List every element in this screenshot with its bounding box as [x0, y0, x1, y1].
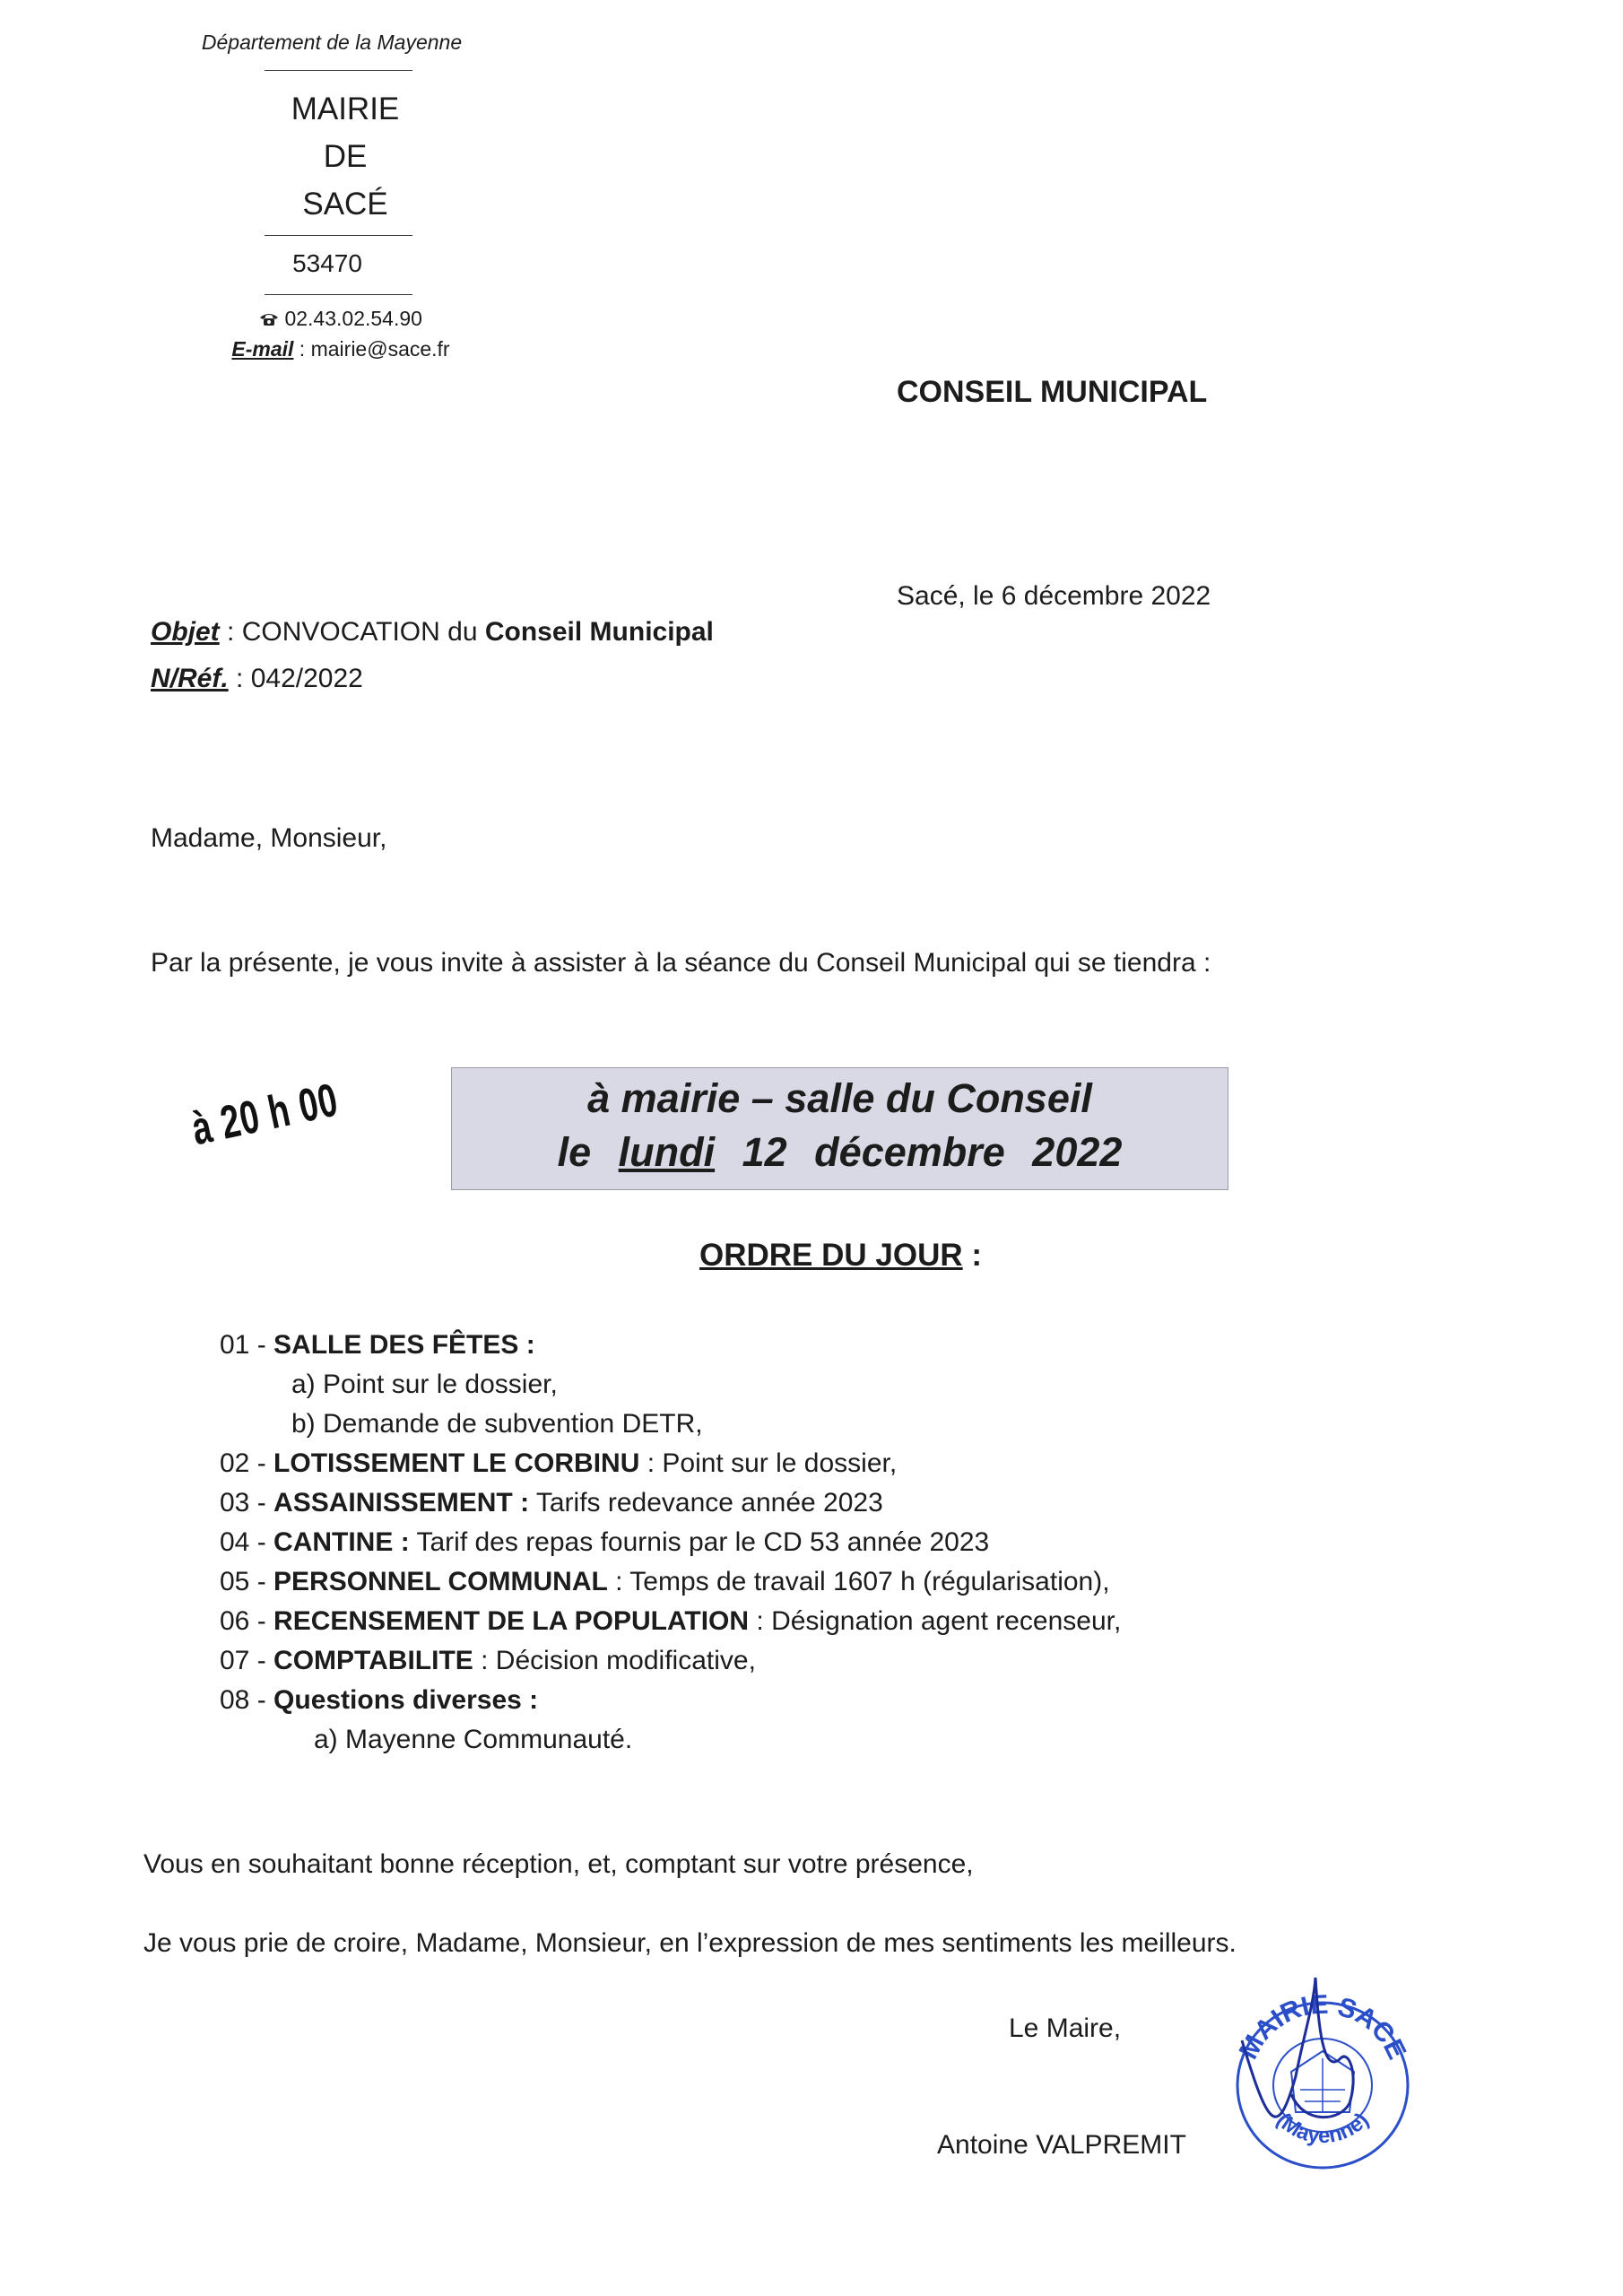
meeting-date	[452, 1129, 1228, 1176]
department-label: Département de la Mayenne	[201, 30, 463, 54]
agenda-title-suffix: :	[962, 1238, 983, 1273]
meeting-date-prefix: le	[557, 1129, 592, 1175]
agenda-item-text: : Décision modificative,	[473, 1646, 756, 1675]
intro-paragraph: Par la présente, je vous invite à assister à la séance du Conseil Municipal qui se tiendra :	[151, 948, 1211, 978]
meeting-date-day: lundi	[618, 1129, 716, 1175]
agenda-item	[220, 1326, 1121, 1365]
objet-text: CONVOCATION du	[241, 617, 485, 647]
agenda-item-number: 08 -	[220, 1685, 274, 1715]
agenda-item-text: Tarif des repas fournis par le CD 53 année 2023	[409, 1527, 990, 1557]
phone-number: 02.43.02.54.90	[284, 307, 422, 330]
mairie-line-2: DE	[323, 139, 368, 174]
mairie-line-3: SACÉ	[302, 187, 388, 222]
objet-label: Objet	[151, 617, 220, 647]
meeting-time-stamp: à 20 h 00	[187, 1074, 343, 1156]
agenda-item	[220, 1444, 1121, 1483]
agenda-subitem: b) Demande de subvention DETR,	[291, 1409, 703, 1439]
date-place: Sacé, le 6 décembre 2022	[897, 581, 1211, 611]
mairie-line-1: MAIRIE	[291, 91, 400, 126]
objet-bold: Conseil Municipal	[484, 617, 714, 647]
agenda-item-title: LOTISSEMENT LE CORBINU	[273, 1448, 640, 1478]
email-separator: :	[293, 337, 311, 361]
meeting-place: à mairie – salle du Conseil	[587, 1075, 1092, 1121]
agenda-item-number: 07 -	[220, 1646, 274, 1675]
agenda-item-number: 06 -	[220, 1606, 274, 1636]
divider	[265, 294, 412, 295]
meeting-box	[451, 1067, 1228, 1190]
agenda-title	[699, 1238, 982, 1274]
agenda-subitem: a) Point sur le dossier,	[291, 1370, 558, 1399]
greeting: Madame, Monsieur,	[151, 823, 387, 853]
agenda-item	[220, 1641, 1121, 1681]
phone-line	[233, 307, 448, 331]
agenda-item-text: Tarifs redevance année 2023	[529, 1488, 883, 1518]
agenda-item	[220, 1483, 1121, 1523]
agenda-item-text: : Point sur le dossier,	[639, 1448, 898, 1478]
signer-name: Antoine VALPREMIT	[937, 2130, 1186, 2160]
document-title: CONSEIL MUNICIPAL	[897, 375, 1208, 409]
reference-line	[151, 664, 363, 694]
email-address[interactable]: mairie@sace.fr	[310, 337, 450, 361]
agenda-item	[220, 1602, 1121, 1641]
agenda-item-number: 02 -	[220, 1448, 274, 1478]
agenda-item-number: 03 -	[220, 1488, 274, 1518]
agenda-item-title: COMPTABILITE	[273, 1646, 473, 1675]
agenda-item-title: ASSAINISSEMENT :	[273, 1488, 530, 1518]
svg-text:(Mayenne)	[1271, 2109, 1374, 2149]
email-line	[179, 337, 502, 361]
reference-value: 042/2022	[250, 664, 363, 693]
closing-line-2: Je vous prie de croire, Madame, Monsieur, en l’expression de mes sentiments les meilleurs.	[143, 1928, 1237, 1958]
signature-title: Le Maire,	[1009, 2013, 1122, 2043]
agenda-item-number: 04 -	[220, 1527, 274, 1557]
email-label: E-mail	[231, 337, 294, 361]
divider	[265, 70, 412, 71]
objet-line	[151, 617, 714, 648]
divider	[265, 235, 412, 236]
agenda-item	[220, 1562, 1121, 1602]
agenda-item	[220, 1523, 1121, 1562]
agenda-item-number: 01 -	[220, 1330, 274, 1360]
seal-text-bottom: (Mayenne)	[1271, 2108, 1374, 2149]
agenda-item-title: SALLE DES FÊTES :	[273, 1330, 535, 1360]
agenda-item-text: : Temps de travail 1607 h (régularisation),	[607, 1567, 1110, 1596]
agenda-list	[220, 1326, 1121, 1760]
agenda-item-title: CANTINE :	[273, 1527, 410, 1557]
agenda-item-number: 05 -	[220, 1567, 274, 1596]
postal-code: 53470	[292, 249, 362, 277]
official-seal	[1215, 1969, 1430, 2184]
reference-label: N/Réf.	[151, 664, 229, 693]
agenda-subitem: a) Mayenne Communauté.	[314, 1725, 633, 1754]
seal-text-top: MAIRIE SACE	[1233, 1989, 1412, 2065]
objet-sep: :	[219, 617, 242, 647]
agenda-item-title: Questions diverses :	[273, 1685, 539, 1715]
reference-sep: :	[228, 664, 251, 693]
mairie-name	[242, 85, 448, 228]
closing-line-1: Vous en souhaitant bonne réception, et, comptant sur votre présence,	[143, 1849, 974, 1879]
agenda-item-text: : Désignation agent recenseur,	[749, 1606, 1122, 1636]
meeting-date-rest: 12 décembre 2022	[742, 1129, 1123, 1175]
telephone-icon	[259, 312, 279, 326]
agenda-item-title: RECENSEMENT DE LA POPULATION	[273, 1606, 750, 1636]
agenda-item-title: PERSONNEL COMMUNAL	[273, 1567, 608, 1596]
agenda-title-text: ORDRE DU JOUR	[699, 1238, 963, 1273]
agenda-item	[220, 1681, 1121, 1720]
svg-text:MAIRIE SACE	[1234, 1990, 1412, 2065]
